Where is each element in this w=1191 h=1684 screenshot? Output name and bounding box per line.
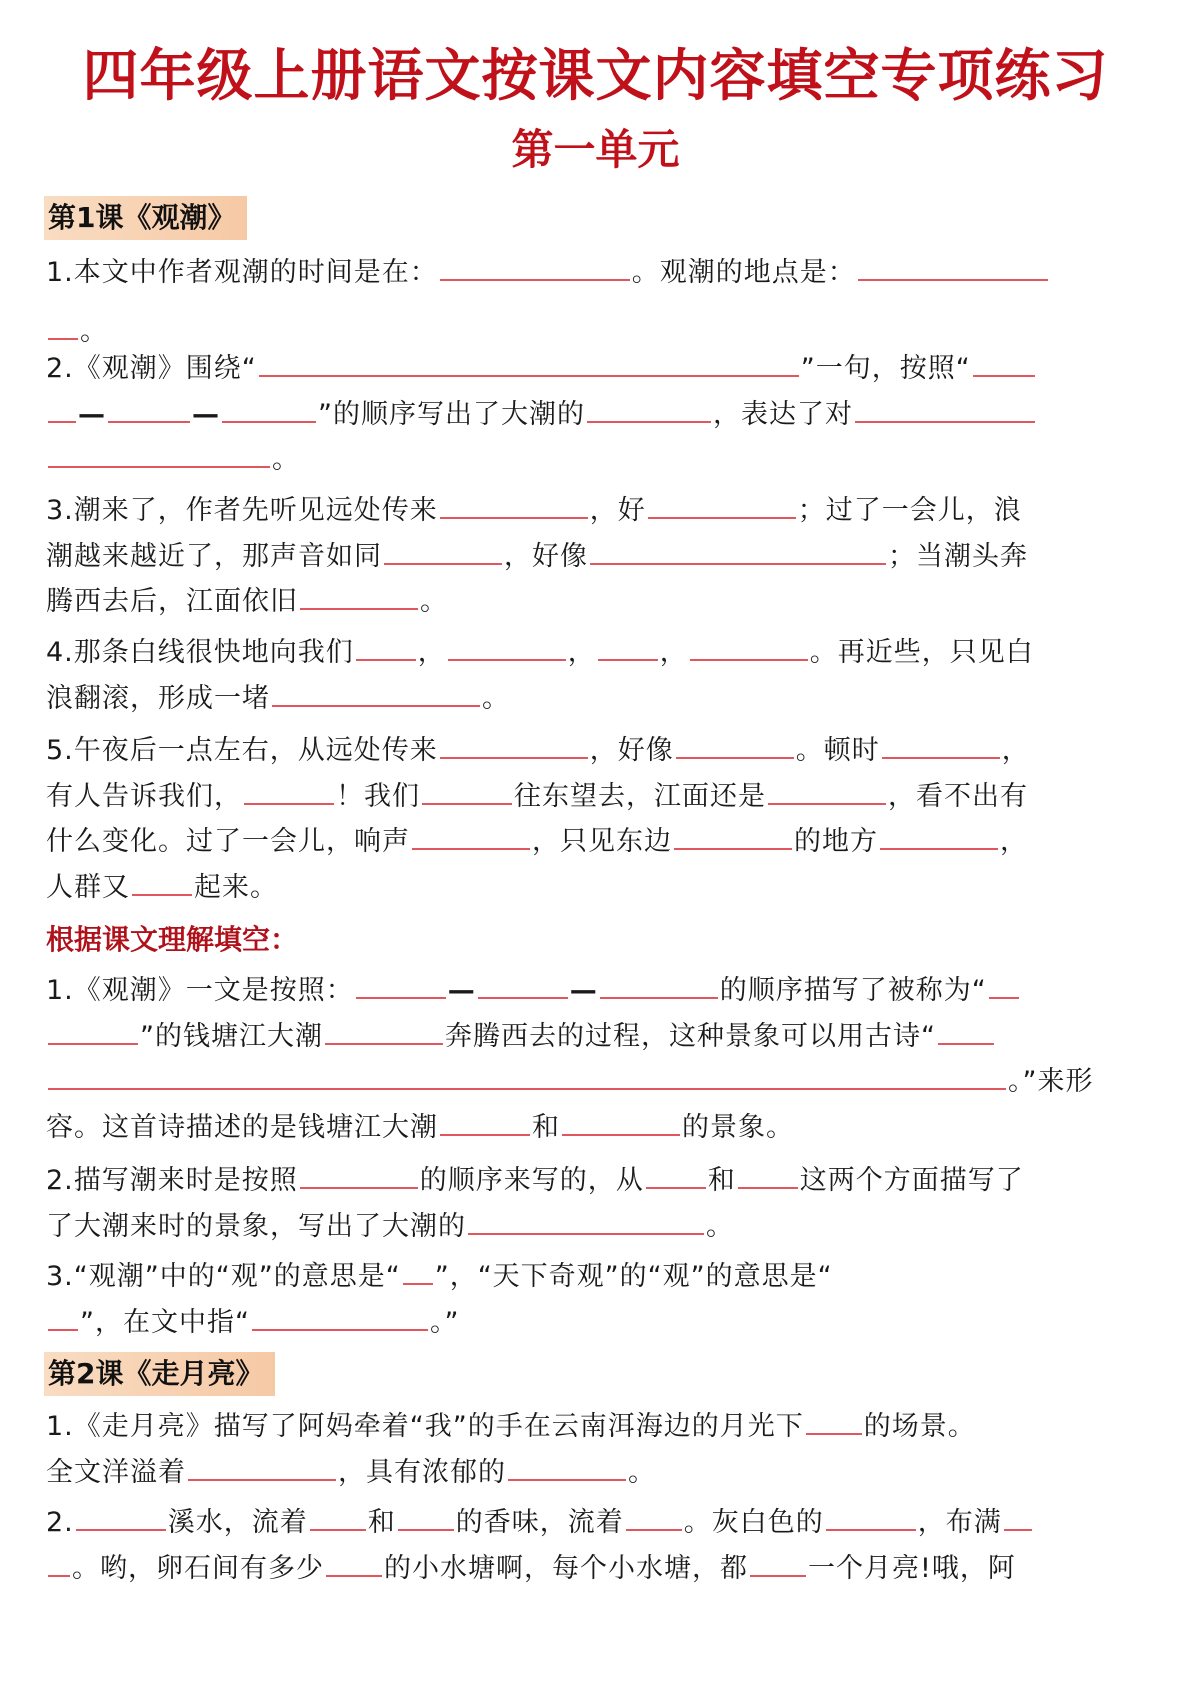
q-text: ，只见东边 — [532, 826, 672, 857]
answer-blank[interactable] — [108, 393, 190, 423]
answer-blank[interactable] — [48, 310, 78, 340]
answer-blank[interactable] — [938, 1015, 994, 1045]
q-text: 了大潮来时的景象，写出了大潮的 — [46, 1210, 466, 1242]
q-text: 的香味，流着 — [455, 1507, 624, 1538]
dash: — — [447, 975, 476, 1006]
q-text: 。 — [706, 1210, 734, 1242]
understanding-question-3 — [46, 1254, 1146, 1345]
answer-blank[interactable] — [626, 1501, 682, 1531]
answer-blank[interactable] — [468, 1205, 704, 1235]
q-text: 。哟，卵石间有多少 — [72, 1552, 324, 1584]
q-text: 4.那条白线很快地向我们 — [46, 637, 354, 668]
q-text: 的顺序描写了被称为“ — [719, 975, 987, 1006]
lesson1-question-2 — [46, 346, 1146, 483]
q-text: 的小水塘啊，每个小水塘，都 — [384, 1552, 748, 1584]
lesson-2-tag: 第2课《走月亮》 — [44, 1352, 275, 1396]
q-text: 起来。 — [194, 871, 278, 903]
understanding-question-2 — [46, 1158, 1146, 1249]
answer-blank[interactable] — [356, 969, 446, 999]
answer-blank[interactable] — [440, 489, 588, 519]
answer-blank[interactable] — [252, 1301, 428, 1331]
q-text: 。 — [80, 315, 108, 347]
answer-blank[interactable] — [48, 1547, 70, 1577]
q-text: 人群又 — [46, 871, 130, 903]
answer-blank[interactable] — [826, 1501, 916, 1531]
q-text: ，看不出有 — [888, 780, 1028, 812]
answer-blank[interactable] — [590, 535, 886, 565]
q-text: 2.《观潮》围绕“ — [46, 353, 257, 384]
q-text: ”一句，按照“ — [800, 353, 971, 384]
q-text: 。再近些，只见白 — [809, 637, 1034, 668]
q-text: ；过了一会儿，浪 — [797, 495, 1022, 526]
q-text: ， — [1001, 735, 1030, 766]
answer-blank[interactable] — [738, 1159, 798, 1189]
q-text: 腾西去后，江面依旧 — [46, 586, 298, 617]
dash: — — [569, 975, 598, 1006]
q-text: ， — [1000, 826, 1028, 857]
answer-blank[interactable] — [690, 631, 808, 661]
answer-blank[interactable] — [356, 631, 416, 661]
answer-blank[interactable] — [48, 1301, 78, 1331]
q-text: 的地方 — [794, 826, 878, 857]
q-text: 的顺序来写的，从 — [419, 1165, 644, 1196]
answer-blank[interactable] — [422, 775, 512, 805]
q-text: 的场景。 — [863, 1411, 976, 1442]
q-text: 5.午夜后一点左右，从远处传来 — [46, 735, 438, 766]
q-text: 。 — [272, 444, 300, 475]
answer-blank[interactable] — [132, 866, 192, 896]
answer-blank[interactable] — [325, 1015, 443, 1045]
q-text: ”的顺序写出了大潮的 — [318, 398, 585, 430]
q-text: 潮越来越近了，那声音如同 — [46, 540, 382, 572]
answer-blank[interactable] — [478, 969, 568, 999]
lesson-1-tag: 第1课《观潮》 — [44, 196, 247, 240]
q-text: 浪翻滚，形成一堵 — [46, 682, 270, 714]
q-text: 。灰白色的 — [683, 1507, 824, 1538]
answer-blank[interactable] — [806, 1405, 862, 1435]
answer-blank[interactable] — [1004, 1501, 1032, 1531]
q-text: 往东望去，江面还是 — [514, 780, 766, 812]
lesson1-question-1 — [46, 250, 1146, 354]
lesson1-question-3 — [46, 488, 1146, 625]
answer-blank[interactable] — [440, 1106, 530, 1136]
q-text: 一个月亮!哦，阿 — [808, 1552, 1016, 1584]
answer-blank[interactable] — [440, 729, 588, 759]
answer-blank[interactable] — [244, 775, 334, 805]
q-text: 。 — [420, 586, 448, 617]
answer-blank[interactable] — [272, 677, 480, 707]
q-text: ，好 — [589, 495, 646, 526]
answer-blank[interactable] — [448, 631, 566, 661]
q-text: 。观潮的地点是： — [631, 257, 856, 288]
q-text: 1.《走月亮》描写了阿妈牵着“我”的手在云南洱海边的月光下 — [46, 1411, 804, 1442]
answer-blank[interactable] — [48, 438, 270, 468]
answer-blank[interactable] — [598, 631, 658, 661]
page-title: 四年级上册语文按课文内容填空专项练习 — [82, 44, 1109, 109]
q-text: ，布满 — [917, 1507, 1002, 1538]
dash: — — [192, 398, 220, 430]
q-text: 2. — [46, 1507, 74, 1538]
q-text: 和 — [367, 1507, 396, 1538]
answer-blank[interactable] — [674, 820, 792, 850]
answer-blank[interactable] — [587, 393, 711, 423]
lesson2-question-2 — [46, 1500, 1146, 1591]
q-text: ，好像 — [589, 735, 674, 766]
answer-blank[interactable] — [222, 393, 316, 423]
lesson1-question-4 — [46, 630, 1146, 721]
answer-blank[interactable] — [880, 820, 998, 850]
answer-blank[interactable] — [646, 1159, 706, 1189]
answer-blank[interactable] — [310, 1501, 366, 1531]
q-text: 1.本文中作者观潮的时间是在： — [46, 257, 438, 288]
answer-blank[interactable] — [259, 347, 799, 377]
answer-blank[interactable] — [768, 775, 886, 805]
answer-blank[interactable] — [676, 729, 794, 759]
dash: — — [78, 398, 106, 430]
q-text: 容。这首诗描述的是钱塘江大潮 — [46, 1111, 438, 1143]
lesson1-question-5 — [46, 728, 1146, 910]
understanding-question-1 — [46, 968, 1146, 1150]
lesson2-question-1 — [46, 1404, 1146, 1495]
answer-blank[interactable] — [76, 1501, 166, 1531]
q-text: 奔腾西去的过程，这种景象可以用古诗“ — [445, 1020, 936, 1052]
answer-blank[interactable] — [326, 1547, 382, 1577]
q-text: 。”来形 — [1008, 1066, 1094, 1097]
answer-blank[interactable] — [300, 580, 418, 610]
q-text: 的景象。 — [682, 1111, 794, 1143]
q-text: 这两个方面描写了 — [799, 1165, 1024, 1196]
q-text: 2.描写潮来时是按照 — [46, 1165, 298, 1196]
answer-blank[interactable] — [48, 1015, 138, 1045]
answer-blank[interactable] — [882, 729, 1000, 759]
answer-blank[interactable] — [440, 251, 630, 281]
answer-blank[interactable] — [48, 1060, 1006, 1090]
q-text: 。” — [429, 1306, 460, 1338]
q-text: 1.《观潮》一文是按照： — [46, 975, 354, 1006]
q-text: ， — [417, 637, 446, 668]
q-text: ， — [659, 637, 688, 668]
q-text: 什么变化。过了一会儿，响声 — [46, 826, 410, 857]
answer-blank[interactable] — [648, 489, 796, 519]
q-text: 3.潮来了，作者先听见远处传来 — [46, 495, 438, 526]
answer-blank[interactable] — [989, 969, 1019, 999]
q-text: 。 — [628, 1456, 656, 1488]
q-text: ，表达了对 — [713, 398, 853, 430]
q-text: ， — [567, 637, 596, 668]
q-text: ”，在文中指“ — [80, 1306, 250, 1338]
answer-blank[interactable] — [403, 1255, 433, 1285]
answer-blank[interactable] — [508, 1451, 626, 1481]
answer-blank[interactable] — [300, 1159, 418, 1189]
q-text: ；当潮头奔 — [888, 540, 1028, 572]
answer-blank[interactable] — [562, 1106, 680, 1136]
answer-blank[interactable] — [188, 1451, 336, 1481]
q-text: 和 — [532, 1111, 560, 1143]
answer-blank[interactable] — [384, 535, 502, 565]
answer-blank[interactable] — [858, 251, 1048, 281]
q-text: ”，“天下奇观”的“观”的意思是“ — [434, 1261, 833, 1292]
q-text: 3.“观潮”中的“观”的意思是“ — [46, 1261, 401, 1292]
section-heading-understanding: 根据课文理解填空： — [46, 923, 299, 956]
q-text: 有人告诉我们， — [46, 780, 242, 812]
q-text: ”的钱塘江大潮 — [140, 1020, 323, 1052]
answer-blank[interactable] — [855, 393, 1035, 423]
q-text: 。 — [482, 682, 510, 714]
answer-blank[interactable] — [412, 820, 530, 850]
q-text: ，好像 — [504, 540, 588, 572]
unit-subtitle: 第一单元 — [511, 125, 680, 174]
q-text: 和 — [707, 1165, 736, 1196]
q-text: ！我们 — [336, 780, 420, 812]
answer-blank[interactable] — [973, 347, 1035, 377]
q-text: ，具有浓郁的 — [338, 1456, 506, 1488]
answer-blank[interactable] — [398, 1501, 454, 1531]
q-text: 溪水，流着 — [167, 1507, 308, 1538]
q-text: 。顿时 — [795, 735, 880, 766]
answer-blank[interactable] — [750, 1547, 806, 1577]
q-text: 全文洋溢着 — [46, 1456, 186, 1488]
answer-blank[interactable] — [48, 393, 76, 423]
answer-blank[interactable] — [600, 969, 718, 999]
